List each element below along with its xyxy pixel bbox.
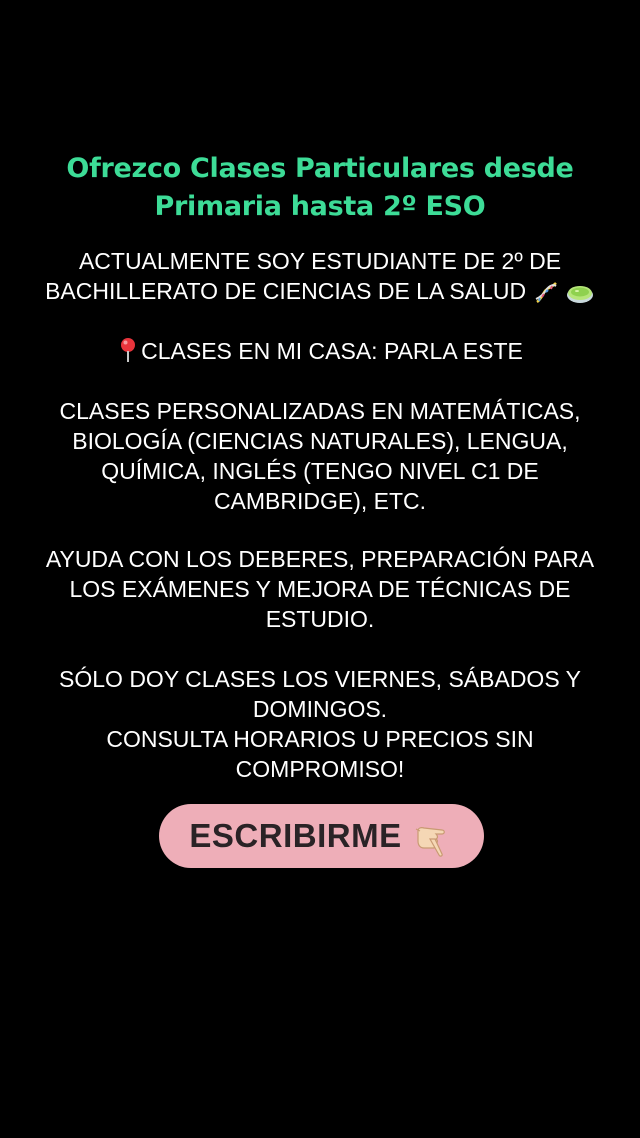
help-paragraph (0, 544, 640, 634)
subjects-line-1: CLASES PERSONALIZADAS EN MATEMÁTICAS, (59, 398, 581, 424)
write-me-button[interactable] (159, 804, 484, 868)
schedule-line-2: DOMINGOS. (252, 696, 388, 722)
help-line-3: ESTUDIO. (265, 606, 375, 632)
schedule-line-1: SÓLO DOY CLASES LOS VIERNES, SÁBADOS Y (59, 666, 581, 692)
schedule-paragraph (0, 664, 640, 784)
petri-dish-icon (565, 281, 595, 305)
help-line-1: AYUDA CON LOS DEBERES, PREPARACIÓN PARA (45, 546, 595, 572)
subjects-line-2: BIOLOGÍA (CIENCIAS NATURALES), LENGUA, (72, 428, 568, 454)
subjects-paragraph (0, 396, 640, 516)
student-paragraph (0, 246, 640, 306)
schedule-line-4: COMPROMISO! (235, 756, 405, 782)
student-line-2: BACHILLERATO DE CIENCIAS DE LA SALUD (0, 276, 640, 306)
dna-icon (533, 280, 559, 306)
headline (0, 150, 640, 226)
subjects-line-3: QUÍMICA, INGLÉS (TENGO NIVEL C1 DE (101, 458, 539, 484)
pin-icon (117, 337, 139, 363)
student-line-1: ACTUALMENTE SOY ESTUDIANTE DE 2º DE (78, 248, 562, 274)
location-line: CLASES EN MI CASA: PARLA ESTE (0, 336, 640, 366)
headline-line-2: Primaria hasta 2º ESO (154, 191, 486, 222)
headline-line-1: Ofrezco Clases Particulares desde (66, 153, 574, 184)
schedule-line-3: CONSULTA HORARIOS U PRECIOS SIN (106, 726, 534, 752)
subjects-line-4: CAMBRIDGE), ETC. (213, 488, 427, 514)
write-me-button-label: ESCRIBIRME (189, 817, 402, 854)
pointing-hand-icon (412, 817, 454, 859)
help-line-2: LOS EXÁMENES Y MEJORA DE TÉCNICAS DE (69, 576, 571, 602)
